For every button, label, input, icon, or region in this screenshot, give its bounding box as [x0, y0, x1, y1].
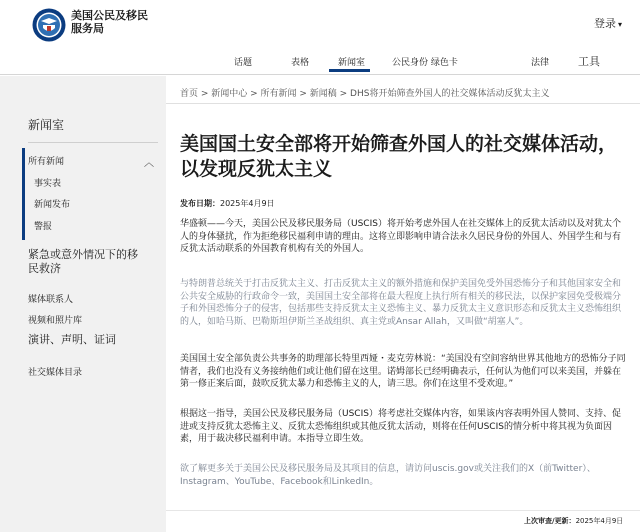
article-paragraph: 与特朗普总统关于打击反犹太主义、打击反犹太主义的额外措施和保护美国免受外国恐怖分子和其他国家安全和公共安全威胁的行政命令一致，美国国土安全部将在最大程度上执行所有相关的移民法，以保护家园免受极端分子和外国恐怖分子的侵害，包括那些支持反犹太主义恐怖主义、暴力反犹太主义意识形态和反犹太主义恐怖组织的人，如哈马斯、巴勒斯坦伊斯兰圣战组织、真主党或Ansar Allah，又叫做“胡塞人”。: [180, 279, 622, 327]
article-paragraph: 美国国土安全部负责公共事务的助理部长特里西娅・麦克劳林说：“美国没有空间容纳世界其他地方的恐怖分子同情者，我们也没有义务接纳他们或让他们留在这里。诺姆部长已经明确表示，任何认为他们可以来美国，并躲在第一修正案后面，鼓吹反犹太暴力和恐怖主义的人，请三思。你们在这里不受欢迎。”: [180, 354, 626, 389]
chevron-up-icon[interactable]: ︿: [144, 158, 154, 169]
sidebar-item-video-photo-gallery[interactable]: 视频和照片库: [28, 316, 83, 326]
sidebar: [0, 76, 166, 532]
nav-citizenship-green-card[interactable]: 公民身份 绿色卡: [392, 58, 458, 68]
nav-topics[interactable]: 话题: [234, 58, 253, 68]
agency-name-line1: 美国公民及移民: [71, 9, 148, 22]
page-title: 美国国土安全部将开始筛查外国人的社交媒体活动，以发现反犹太主义: [180, 133, 618, 180]
sidebar-active-indicator: [22, 148, 25, 240]
login-label: 登录: [594, 17, 616, 30]
agency-name[interactable]: [71, 9, 148, 35]
nav-laws[interactable]: 法律: [531, 58, 550, 68]
sidebar-item-social-media-directory[interactable]: 社交媒体目录: [28, 368, 83, 378]
agency-name-line2: 服务局: [71, 22, 104, 35]
dhs-seal-icon[interactable]: [32, 8, 66, 42]
sidebar-item-alerts[interactable]: 警报: [34, 222, 53, 232]
main-nav: [0, 50, 640, 72]
last-updated-date: 2025年4月9日: [575, 517, 624, 525]
last-updated-label: 上次审查/更新：: [524, 517, 576, 525]
article-paragraph: 根据这一指导，美国公民及移民服务局（USCIS）将考虑社交媒体内容，如果该内容表明外国人赞同、支持、促进或支持反犹太恐怖主义、反犹太恐怖组织或其他反犹太活动，则将在任何USCIS的情分析中将其视为负面因素，用于裁决移民福利申请。本指导立即生效。: [180, 409, 621, 444]
sidebar-item-news-releases[interactable]: 新闻发布: [34, 200, 71, 210]
chevron-down-icon: ▾: [618, 20, 623, 29]
last-updated: [524, 516, 623, 526]
header-divider: [0, 74, 640, 75]
sidebar-item-fact-sheets[interactable]: 事实表: [34, 179, 62, 189]
login-button[interactable]: [594, 15, 622, 31]
nav-forms[interactable]: 表格: [291, 58, 310, 68]
sidebar-item-media-contacts[interactable]: 媒体联系人: [28, 295, 74, 305]
release-date-value: 2025年4月9日: [220, 199, 275, 208]
release-date: [180, 198, 275, 209]
nav-active-indicator: [329, 69, 370, 72]
footer-divider: [166, 510, 640, 511]
sidebar-title: 新闻室: [28, 118, 65, 132]
breadcrumb[interactable]: 首页 > 新闻中心 > 所有新闻 > 新闻稿 > DHS将开始筛查外国人的社交媒体活动反犹太主义: [180, 89, 550, 99]
sidebar-item-speeches-statements[interactable]: 演讲、声明、证词: [28, 333, 116, 346]
site-header: [0, 0, 640, 76]
article-paragraph: 华盛顿——今天，美国公民及移民服务局（USCIS）将开始考虑外国人在社交媒体上的反犹太活动以及对犹太个人的身体骚扰，作为拒绝移民福利申请的理由。这将立即影响申请合法永久居民身份的外国人、外国学生和与有反犹太活动联系的外国教育机构有关的外国人。: [180, 219, 622, 254]
release-date-label: 发布日期：: [180, 199, 220, 208]
article-paragraph-more-info: 欲了解更多关于美国公民及移民服务局及其项目的信息，请访问uscis.gov或关注我们的X（前Twitter）、Instagram、YouTube、Facebook和LinkedIn。: [180, 464, 596, 487]
sidebar-divider: [28, 142, 158, 143]
nav-newsroom[interactable]: 新闻室: [338, 58, 366, 68]
nav-tools[interactable]: 工具: [578, 55, 600, 68]
sidebar-item-all-news[interactable]: 所有新闻: [28, 157, 65, 167]
sidebar-item-emergency-relief[interactable]: 紧急或意外情况下的移民救济: [28, 248, 138, 275]
breadcrumb-divider: [166, 103, 640, 104]
